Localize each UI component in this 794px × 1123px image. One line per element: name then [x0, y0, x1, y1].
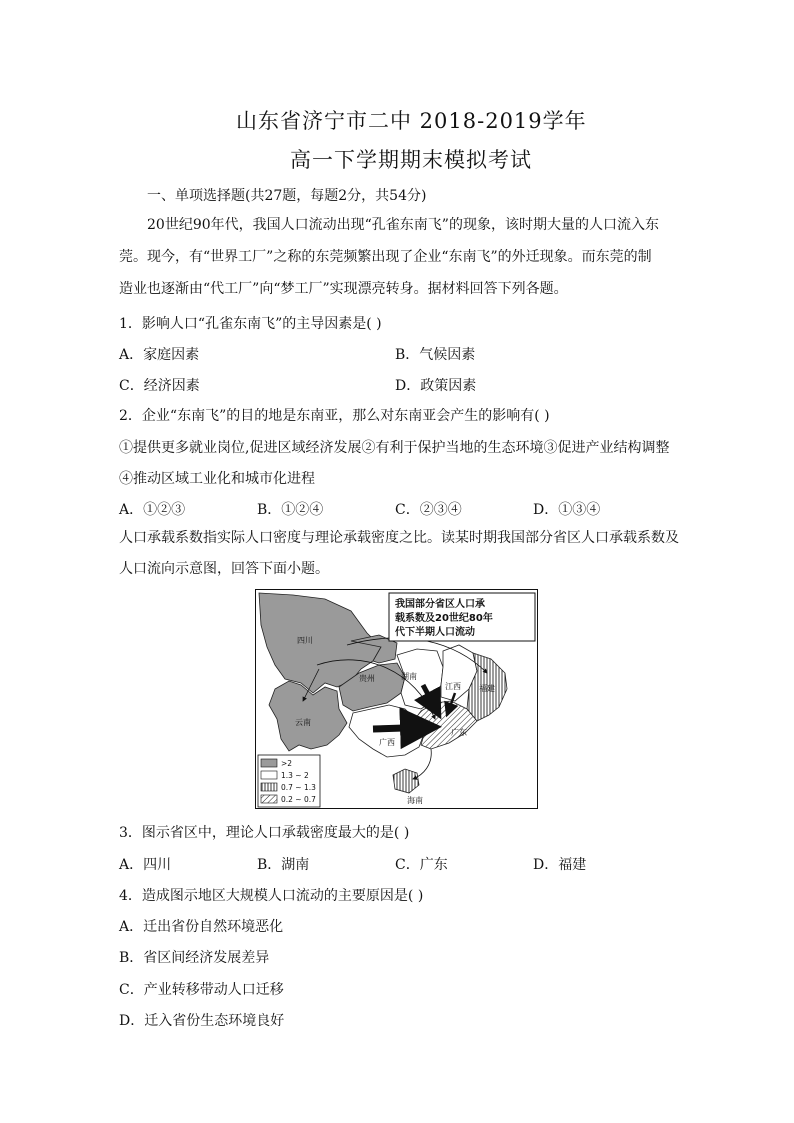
label-hunan: 湖南: [401, 672, 417, 681]
section-heading: 一、单项选择题(共27题，每题2分，共54分): [147, 188, 427, 204]
flow-arrow-guangxi-guangdong: [373, 727, 435, 729]
label-guizhou: 贵州: [359, 674, 375, 683]
label-fujian: 福建: [479, 684, 495, 693]
q2-stem: 2．企业“东南飞”的目的地是东南亚，那么对东南亚会产生的影响有( ): [119, 408, 550, 424]
passage1-line2: 莞。现今，有“世界工厂”之称的东莞频繁出现了企业“东南飞”的外迁现象。而东莞的制: [119, 249, 652, 265]
map-legend: [258, 755, 320, 807]
q1-option-b[interactable]: B．气候因素: [395, 347, 476, 363]
label-yunnan: 云南: [295, 718, 311, 727]
q2-statements-line2: ④推动区域工业化和城市化进程: [119, 471, 315, 487]
page-title-line1: 山东省济宁市二中 2018-2019学年: [236, 109, 587, 133]
legend-swatch-high: [261, 759, 277, 767]
map-title-line3: 代下半期人口流动: [395, 627, 475, 638]
q1-option-d[interactable]: D．政策因素: [395, 378, 477, 394]
map-title-line1: 我国部分省区人口承: [395, 599, 485, 610]
legend-label-1: >2: [281, 759, 293, 768]
legend-label-3: 0.7 ~ 1.3: [281, 783, 316, 792]
label-sichuan: 四川: [297, 636, 313, 645]
legend-label-4: 0.2 ~ 0.7: [281, 795, 316, 804]
page-title-line2: 高一下学期期末模拟考试: [290, 148, 532, 172]
label-hainan: 海南: [407, 796, 423, 805]
label-guangdong: 广东: [451, 728, 467, 737]
passage2-line1: 人口承载系数指实际人口密度与理论承载密度之比。读某时期我国部分省区人口承载系数及: [119, 530, 679, 546]
q2-statements-line1: ①提供更多就业岗位,促进区域经济发展②有利于保护当地的生态环境③促进产业结构调整: [119, 440, 670, 456]
label-jiangxi: 江西: [445, 682, 461, 691]
population-flow-map: [255, 589, 538, 809]
q4-option-b[interactable]: B．省区间经济发展差异: [119, 950, 270, 966]
q2-option-c[interactable]: C．②③④: [395, 502, 462, 518]
q4-option-d[interactable]: D．迁入省份生态环境良好: [119, 1013, 285, 1029]
legend-swatch-mid: [261, 771, 277, 779]
map-title-line2: 载系数及20世纪80年: [395, 613, 493, 624]
passage1-line3: 造业也逐渐由“代工厂”向“梦工厂”实现漂亮转身。据材料回答下列各题。: [119, 281, 568, 297]
q1-option-c[interactable]: C．经济因素: [119, 378, 200, 394]
q1-option-a[interactable]: A．家庭因素: [119, 347, 200, 363]
q2-option-a[interactable]: A．①②③: [119, 502, 186, 518]
q3-option-b[interactable]: B．湖南: [257, 857, 310, 873]
legend-label-2: 1.3 ~ 2: [281, 771, 309, 780]
q4-option-a[interactable]: A．迁出省份自然环境恶化: [119, 919, 284, 935]
q4-option-c[interactable]: C．产业转移带动人口迁移: [119, 982, 284, 998]
q3-option-c[interactable]: C．广东: [395, 857, 448, 873]
passage1-line1: 20世纪90年代，我国人口流动出现“孔雀东南飞”的现象，该时期大量的人口流入东: [147, 217, 659, 233]
q4-stem: 4．造成图示地区大规模人口流动的主要原因是( ): [119, 888, 424, 904]
passage2-line2: 人口流向示意图，回答下面小题。: [119, 561, 329, 577]
label-guangxi: 广西: [379, 738, 395, 747]
q3-stem: 3．图示省区中，理论人口承载密度最大的是( ): [119, 825, 410, 841]
q3-option-d[interactable]: D．福建: [533, 857, 587, 873]
q1-stem: 1．影响人口“孔雀东南飞”的主导因素是( ): [119, 316, 382, 332]
legend-swatch-low: [261, 783, 277, 791]
q2-option-d[interactable]: D．①③④: [533, 502, 601, 518]
legend-swatch-lowest: [261, 795, 277, 803]
q3-option-a[interactable]: A．四川: [119, 857, 172, 873]
q2-option-b[interactable]: B．①②④: [257, 502, 324, 518]
